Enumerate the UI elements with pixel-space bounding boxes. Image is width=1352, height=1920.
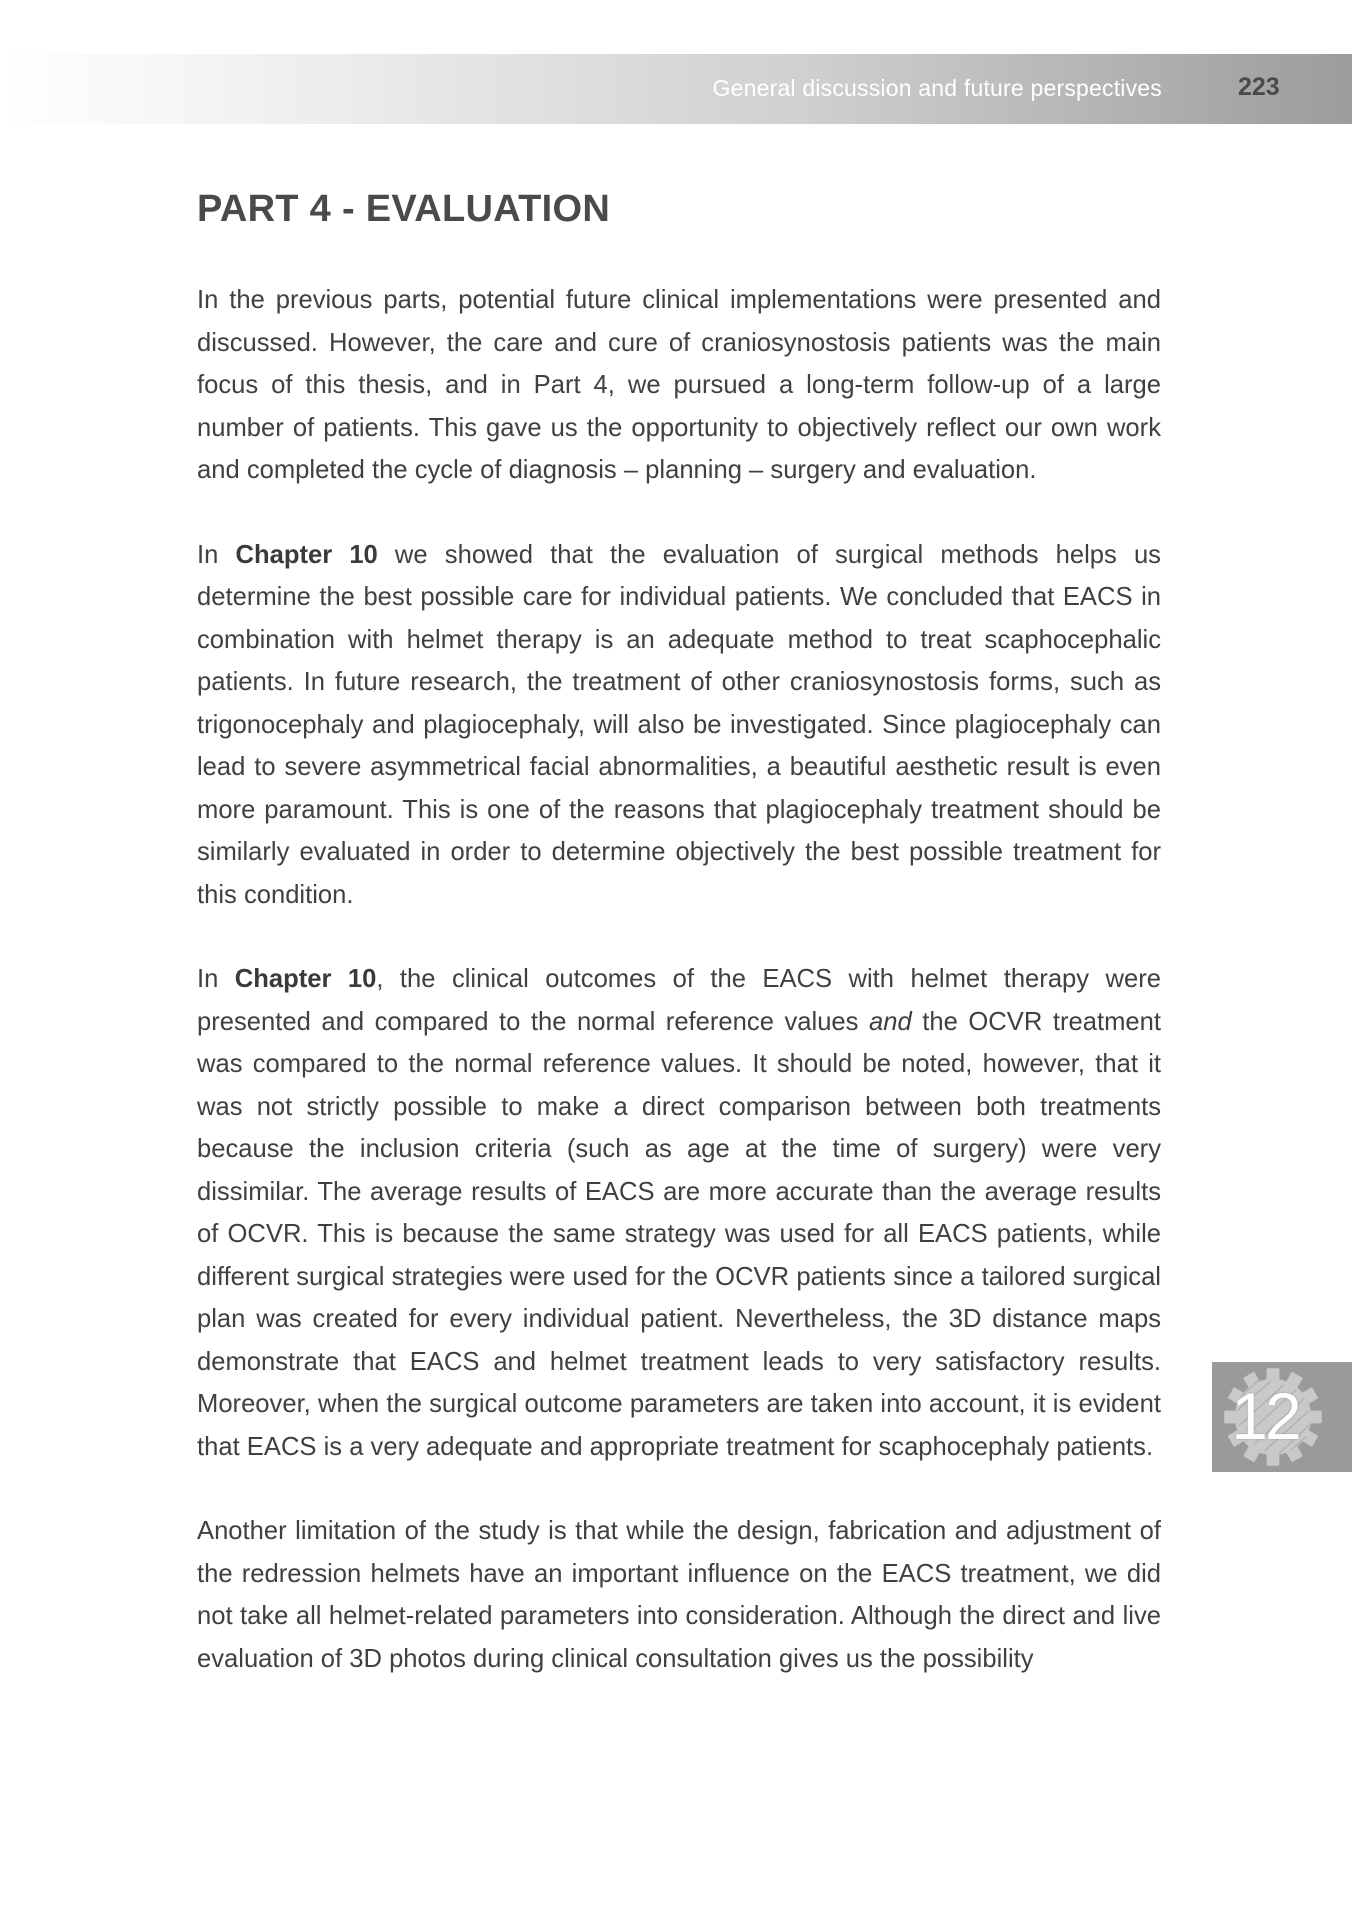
- chapter-number: 12: [1231, 1379, 1299, 1453]
- body-text: [197, 279, 1161, 1722]
- emphasis: and: [869, 1007, 912, 1036]
- page-number: 223: [1238, 73, 1280, 101]
- running-title: General discussion and future perspectives: [712, 75, 1162, 101]
- page-title: PART 4 - EVALUATION: [197, 188, 611, 230]
- paragraph-3: In Chapter 10, the clinical outcomes of the EACS with helmet therapy were presented and compared to the normal reference values and the OCVR treatment was compared to the normal reference values. It should be noted, however, that it was not strictly possible to make a direct comparison between both treatments because the inclusion criteria (such as age at the time of surgery) were very dissimilar. The average results of EACS are more accurate than the average results of OCVR. This is because the same strategy was used for all EACS patients, while different surgical strategies were used for the OCVR patients since a tailored surgical plan was created for every individual patient. Nevertheless, the 3D distance maps demonstrate that EACS and helmet treatment leads to very satisfactory results. Moreover, when the surgical outcome parameters are taken into account, it is evident that EACS is a very adequate and appropriate treatment for scaphocephaly patients.: [197, 965, 1162, 1461]
- chapter-reference: Chapter 10: [234, 965, 377, 993]
- paragraph-4: Another limitation of the study is that while the design, fabrication and adjustment of the redression helmets have an important influence on the EACS treatment, we did not take all helmet-related parameters into consideration. Although the direct and live evaluation of 3D photos during clinical consultation gives us the possibility: [197, 1517, 1161, 1673]
- chapter-reference: Chapter 10: [235, 540, 378, 569]
- paragraph-2: In Chapter 10 we showed that the evaluation of surgical methods helps us determine the best possible care for individual patients. We concluded that EACS in combination with helmet therapy is an adequate method to treat scaphocephalic patients. In future research, the treatment of other craniosynostosis forms, such as trigonocephaly and plagiocephaly, will also be investigated. Since plagiocephaly can lead to severe asymmetrical facial abnormalities, a beautiful aesthetic result is even more paramount. This is one of the reasons that plagiocephaly treatment should be similarly evaluated in order to determine objectively the best possible treatment for this condition.: [197, 540, 1161, 909]
- paragraph-1: In the previous parts, potential future clinical implementations were presented and discussed. However, the care and cure of craniosynostosis patients was the main focus of this thesis, and in Part 4, we pursued a long-term follow-up of a large number of patients. This gave us the opportunity to objectively reflect our own work and completed the cycle of diagnosis – planning – surgery and evaluation.: [197, 286, 1161, 484]
